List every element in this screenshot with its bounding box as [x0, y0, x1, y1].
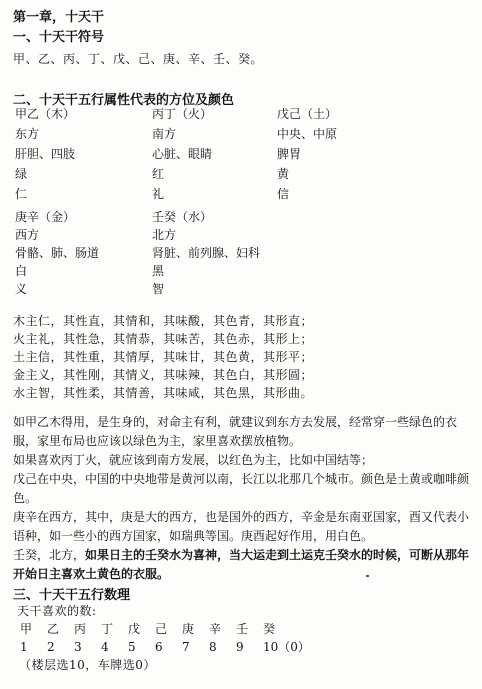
example-paragraph [13, 470, 471, 508]
group-virtue: 仁 [15, 187, 28, 201]
group-organs: 心脏、眼睛 [152, 147, 213, 161]
example-paragraph [13, 546, 471, 584]
group-virtue: 信 [277, 187, 290, 201]
stem-cell: 乙 [47, 622, 60, 636]
example-text: 如甲乙木得用，是生身的，对命主有利，就建议到东方去发展，经常穿一些绿色的衣服，家里布局也应该以绿色为主，家里喜欢摆放植物。 [13, 415, 458, 448]
group-direction: 西方 [15, 228, 40, 242]
example-paragraph [13, 508, 471, 546]
example-emphasis: 如果日主的壬癸水为喜神，当大运走到土运克壬癸水的时候，可断从那年开始日主喜欢土黄色的衣服。 [13, 548, 470, 581]
group-organs: 肝胆、四肢 [15, 147, 76, 161]
example-text: 如果喜欢丙丁火，就应该到南方发展，以红色为主，比如中国结等； [13, 453, 374, 467]
example-text: 戊己在中央，中国的中央地带是黄河以南，长江以北那几个城市。颜色是土黄或咖啡颜色。 [13, 472, 470, 505]
number-cell: 7 [182, 640, 190, 654]
number-cell: 10（0） [263, 640, 310, 654]
group-name: 壬癸（水） [152, 210, 213, 224]
example-text: 壬癸，北方， [13, 548, 86, 562]
section-1-heading: 一、十天干符号 [13, 30, 105, 45]
group-name: 戊己（土） [277, 107, 338, 121]
stem-cell: 辛 [209, 622, 222, 636]
trait-line: 土主信，其性重，其情厚，其味甘，其色黄，其形平； [13, 350, 314, 364]
group-color: 红 [152, 167, 165, 181]
number-cell: 2 [47, 640, 55, 654]
numbers-row [20, 638, 310, 655]
group-name: 庚辛（金） [15, 210, 76, 224]
numbers-subtitle: 天干喜欢的数: [17, 604, 97, 618]
chapter-title: 第一章，十天干 [13, 10, 105, 25]
numbers-note: （楼层选10，车牌选0） [19, 658, 156, 672]
group-direction: 北方 [152, 228, 177, 242]
group-color: 黑 [152, 264, 165, 278]
trait-line: 木主仁，其性直，其情和，其味酸，其色青，其形直； [13, 314, 314, 328]
number-cell: 6 [155, 640, 163, 654]
scan-speck [366, 575, 369, 577]
stem-cell: 癸 [263, 622, 276, 636]
group-direction: 中央、中原 [277, 127, 338, 141]
group-virtue: 智 [152, 282, 165, 296]
stem-cell: 壬 [236, 622, 249, 636]
number-cell: 4 [101, 640, 109, 654]
number-cell: 1 [20, 640, 28, 654]
trait-line: 水主智，其性柔，其情善，其味咸，其色黑，其形曲。 [13, 386, 314, 400]
group-direction: 东方 [15, 127, 40, 141]
trait-line: 金主义，其性刚，其情义，其味辣，其色白，其形圆； [13, 368, 314, 382]
number-cell: 3 [74, 640, 82, 654]
number-cell: 8 [209, 640, 217, 654]
group-direction: 南方 [152, 127, 177, 141]
stem-cell: 戊 [128, 622, 141, 636]
stem-cell: 甲 [20, 622, 33, 636]
stems-row [20, 620, 290, 637]
trait-line: 火主礼，其性急，其情恭，其味苦，其色赤，其形上； [13, 332, 314, 346]
group-organs: 肾脏、前列腺、妇科 [152, 246, 261, 260]
group-organs: 骨骼、肺、肠道 [15, 246, 100, 260]
stem-cell: 庚 [182, 622, 195, 636]
section-3-heading: 三、十天干五行数理 [13, 588, 131, 603]
number-cell: 9 [236, 640, 244, 654]
stem-cell: 丙 [74, 622, 87, 636]
stems-list: 甲、乙、丙、丁、戊、己、庚、辛、壬、癸。 [13, 52, 264, 66]
group-name: 丙丁（火） [152, 107, 213, 121]
examples-paragraph [13, 413, 471, 584]
group-color: 白 [15, 264, 28, 278]
group-name: 甲乙（木） [15, 107, 76, 121]
stem-cell: 己 [155, 622, 168, 636]
example-text: 庚辛在西方，其中，庚是大的西方，也是国外的西方，辛金是东南亚国家，酉又代表小语种，如一些小的西方国家，如瑞典等国。庚酉起好作用，用白色。 [13, 510, 470, 543]
group-color: 黄 [277, 167, 290, 181]
example-paragraph [13, 413, 471, 451]
example-paragraph [13, 451, 471, 470]
stem-cell: 丁 [101, 622, 114, 636]
number-cell: 5 [128, 640, 136, 654]
group-virtue: 义 [15, 282, 28, 296]
group-virtue: 礼 [152, 187, 165, 201]
group-organs: 脾胃 [277, 147, 302, 161]
section-2-heading: 二、十天干五行属性代表的方位及颜色 [13, 93, 235, 108]
group-color: 绿 [15, 167, 28, 181]
